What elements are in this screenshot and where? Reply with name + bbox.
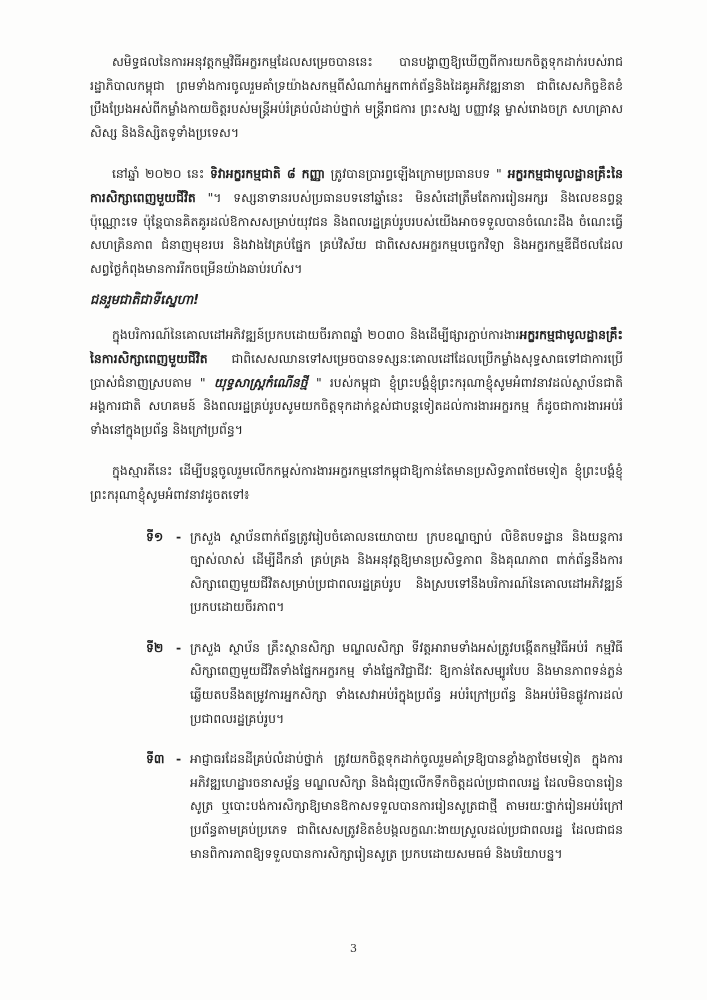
paragraph-achievements: សមិទ្ធផលនៃការអនុវត្តកម្មវិធីអក្ខរកម្មដែលសម្រេចបាននេះ បានបង្ហាញឱ្យឃើញពីការយកចិត្តទុកដាក់របស់រាជរដ្ឋាភិបាលកម្ពុជា ព្រមទាំងការចូលរួមគាំទ្រយ៉ាងសកម្មពីសំណាក់អ្នកពាក់ព័ន្ធនិងដៃគូអភិវឌ្ឍនានា ជាពិសេសកិច្ចខិតខំប្រឹងប្រែងអស់ពីកម្លាំងកាយចិត្តរបស់មន្ត្រីអប់រំគ្រប់លំដាប់ថ្នាក់ មន្ត្រីរាជការ ព្រះសង្ឃ បញ្ញាវន្ត ម្ចាស់រោងចក្រ សហគ្រាស សិស្ស និងនិស្សិតទូទាំងប្រទេស។: [90, 54, 623, 140]
list-item: [90, 525, 623, 619]
paragraph-appeal-intro: ក្នុងស្មារតីនេះ ដើម្បីបន្តចូលរួមលើកកម្ពស់ការងារអក្ខរកម្មនៅកម្ពុជាឱ្យកាន់តែមានប្រសិទ្ធភាពថែមទៀត ខ្ញុំព្រះបង្គំខ្ញុំព្រះករុណាខ្ញុំសូមអំពាវនាវដូចតទៅ៖: [90, 463, 623, 502]
list-dash: -: [176, 751, 182, 767]
list-item-text: អាជ្ញាធរដែនដីគ្រប់លំដាប់ថ្នាក់ ត្រូវយកចិត្តទុកដាក់ចូលរួមគាំទ្រឱ្យបានខ្លាំងក្លាថែមទៀត ក្នុងការអភិវឌ្ឍហេដ្ឋារចនាសម្ព័ន្ធ មណ្ឌលសិក្សា និងជំរុញលើកទឹកចិត្តដល់ប្រជាពលរដ្ឋ ដែលមិនបានរៀនសូត្រ ឬបោះបង់ការសិក្សាឱ្យមានឱកាសទទួលបានការរៀនសូត្រជាថ្មី តាមរយៈថ្នាក់រៀនអប់រំក្រៅប្រព័ន្ធតាមគ្រប់ប្រភេទ ជាពិសេសត្រូវខិតខំបង្កលក្ខណៈងាយស្រួលដល់ប្រជាពលរដ្ឋ ដែលជាជនមានពិការភាពឱ្យទទួលបានការសិក្សារៀនសូត្រ ប្រកបដោយសមធម៌ និងបរិយាបន្ន។: [190, 751, 623, 861]
page-number: 3: [350, 942, 357, 955]
list-dash: -: [176, 639, 182, 655]
paragraph-sdg-text-e: " របស់កម្ពុជា ខ្ញុំព្រះបង្គំខ្ញុំព្រះករុណាខ្ញុំសូមអំពាវនាវដល់ស្ថាប័នជាតិ អង្គការជាតិ សហគមន៍ និងពលរដ្ឋគ្រប់រូបសូមយកចិត្តទុកដាក់ខ្ពស់ជាបន្តទៀតដល់ការងារអក្ខរកម្ម ក៏ដូចជាការងារអប់រំទាំងនៅក្នុងប្រព័ន្ធ និងក្រៅប្រព័ន្ធ។: [90, 374, 623, 437]
list-item: [90, 636, 623, 730]
list-marker: ទី២: [146, 639, 164, 655]
list-marker: ទី៣: [146, 751, 165, 767]
paragraph-sdg-context: [90, 323, 623, 441]
lifelong-learning-phrase: អក្ខរកម្មជាមូលដ្ឋានគ្រឹះនៃការសិក្សាពេញមួយជីវិត: [90, 327, 623, 366]
paragraph-sdg-text-c: ជាពិសេសឈានទៅសម្រេចបានទស្សនៈគោលដៅដែលប្រើកម្លាំងសុទ្ធសាធទៅជាការប្រើប្រាស់ជំនាញស្របតាម ": [90, 350, 623, 390]
theme-title: អក្ខរកម្មជាមូលដ្ឋានគ្រឹះនៃការសិក្សាពេញមួយជីវិត: [90, 166, 623, 205]
list-item: [90, 747, 623, 865]
growth-strategy-phrase: យុទ្ធសាស្ត្រកំណើនថ្មី: [205, 374, 317, 390]
paragraph-sdg-text-a: ក្នុងបរិការណ៍នៃគោលដៅអភិវឌ្ឍន៍ប្រកបដោយចីរភាពឆ្នាំ ២០៣០ និងដើម្បីផ្សារភ្ជាប់ការងារ: [112, 327, 520, 343]
appeal-list: [90, 525, 623, 866]
list-item-text: ក្រសួង ស្ថាប័នពាក់ព័ន្ធត្រូវរៀបចំគោលនយោបាយ ក្របខណ្ឌច្បាប់ លិខិតបទដ្ឋាន និងយន្តការច្បាស់លាស់ ដើម្បីដឹកនាំ គ្រប់គ្រង និងអនុវត្តឱ្យមានប្រសិទ្ធភាព និងគុណភាព ពាក់ព័ន្ធនឹងការសិក្សាពេញមួយជីវិតសម្រាប់ប្រជាពលរដ្ឋគ្រប់រូប និងស្របទៅនឹងបរិការណ៍នៃគោលដៅអភិវឌ្ឍន៍ប្រកបដោយចីរភាព។: [190, 528, 623, 615]
list-marker: ទី១: [146, 528, 164, 544]
section-heading: ជនរួមជាតិជាទីស្នេហា!: [90, 293, 200, 309]
paragraph-literacy-day-2020: [90, 162, 623, 280]
list-item-text: ក្រសួង ស្ថាប័ន គ្រឹះស្ថានសិក្សា មណ្ឌលសិក្សា ទីវត្តអារាមទាំងអស់ត្រូវបង្កើតកម្មវិធីអប់រំ កម្មវិធីសិក្សាពេញមួយជីវិតទាំងផ្នែកអក្ខរកម្ម ទាំងផ្នែកវិជ្ជាជីវៈ ឱ្យកាន់តែសម្បូរបែប និងមានភាពទន់ភ្លន់ឆ្លើយតបនឹងតម្រូវការអ្នកសិក្សា ទាំងសេវាអប់រំក្នុងប្រព័ន្ធ អប់រំក្រៅប្រព័ន្ធ និងអប់រំមិនផ្លូវការដល់ប្រជាពលរដ្ឋគ្រប់រូប។: [190, 639, 623, 726]
paragraph-literacy-day-text-e: "។ ទស្សនាទានរបស់ប្រធានបទនៅឆ្នាំនេះ មិនសំដៅត្រឹមតែការរៀនអក្សរ និងលេខនព្វន្តប៉ុណ្ណោះទេ ប៉ុន្តែបានគិតគូរដល់ឱកាសសម្រាប់យុវជន និងពលរដ្ឋគ្រប់រូបរបស់យើងអាចទទួលបានចំណេះដឹង ចំណេះធ្វើ សហគ្រិនភាព ជំនាញមុខរបរ និងវាងវៃគ្រប់ផ្នែក គ្រប់វិស័យ ជាពិសេសអក្ខរកម្មបច្ចេកវិទ្យា និងអក្ខរកម្មឌីជីថលដែលសព្វថ្ងៃកំពុងមានការរីកចម្រើនយ៉ាងឆាប់រហ័ស។: [90, 189, 623, 276]
paragraph-literacy-day-text-c: ត្រូវបានប្រារព្ធឡើងក្រោមប្រធានបទ ": [324, 166, 502, 182]
paragraph-literacy-day-text-a: នៅឆ្នាំ ២០២០ នេះ: [112, 166, 211, 182]
literacy-day-name: ទិវាអក្ខរកម្មជាតិ ៨ កញ្ញា: [210, 166, 325, 182]
list-dash: -: [176, 528, 182, 544]
